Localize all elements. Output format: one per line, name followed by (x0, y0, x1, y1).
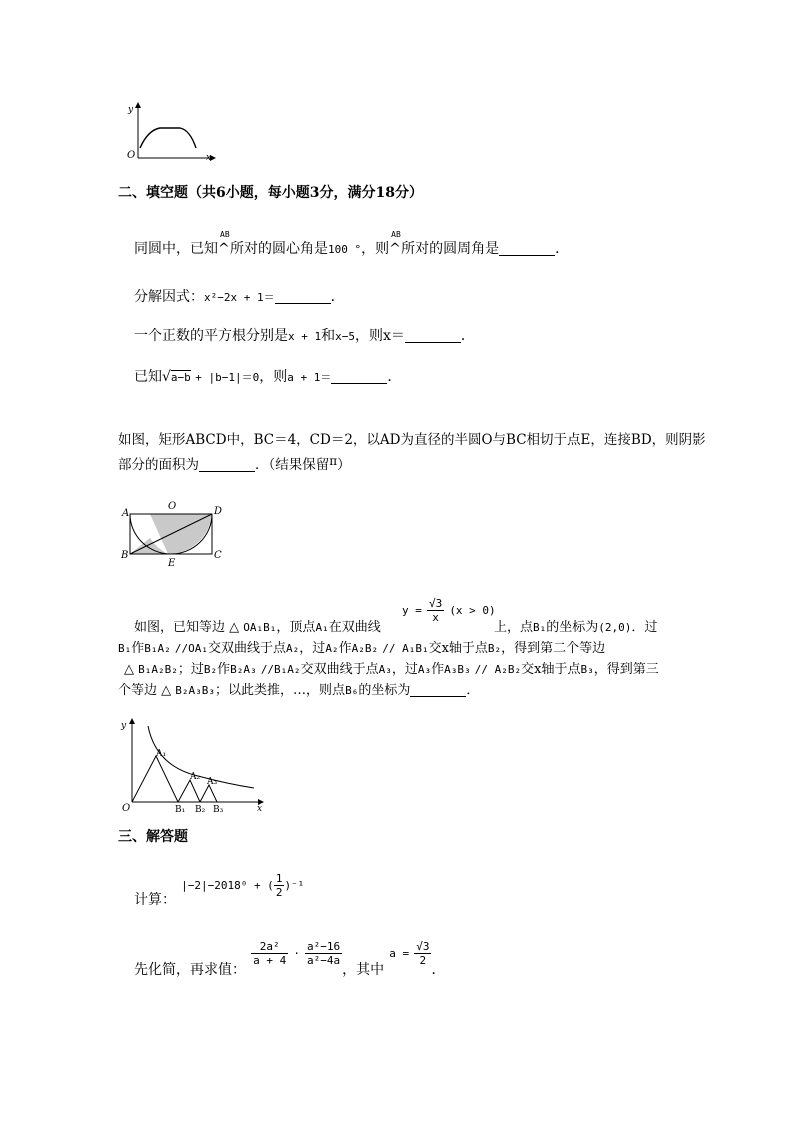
question-6-line-3: △ B₁A₂B₂；过B₂作B₂A₃ //B₁A₂交双曲线于点A₃，过A₃作A₃B₃ // A₂B₂交x轴于点B₃，得到第三 (124, 662, 659, 677)
fig2-label-c: C (214, 550, 222, 561)
fig1-y-label: y (128, 105, 134, 115)
figure-arc-graph (118, 100, 218, 164)
fig3-a3-label: A₃ (207, 777, 218, 787)
hyperbola-equation: y = $\frac{√3}{x}$ (x > 0) (402, 597, 496, 624)
question-3: 一个正数的平方根分别是x + 1和x−5，则x＝ ． (134, 328, 475, 344)
fig3-y-label: y (121, 721, 127, 731)
fig1-origin-label: O (127, 150, 136, 161)
figure-rectangle-semicircle (118, 498, 230, 570)
fig2-label-o: O (168, 501, 177, 512)
question-5-line-2: 部分的面积为 ．（结果保留π） (118, 454, 351, 473)
fig3-a2-label: A₂ (190, 772, 201, 782)
fig2-label-e: E (168, 558, 176, 569)
fig3-b3-label: B₃ (213, 805, 224, 815)
figure-hyperbola-triangles (118, 716, 268, 816)
question-2: 分解因式：x²−2x + 1＝ ． (134, 289, 345, 305)
arc-label: AB (220, 230, 230, 239)
section-heading-solve: 三、解答题 (118, 829, 188, 845)
fig3-origin-label: O (122, 803, 131, 814)
arc-mark: ^ (218, 241, 230, 257)
answer-blank (275, 289, 331, 304)
fig2-label-d: D (214, 506, 223, 517)
fraction-sqrt3-over-x: $\frac{√3}{x}$ (428, 597, 443, 624)
question-6-line-1-end: 上，点B₁的坐标为(2,0)．过 (494, 620, 658, 635)
question-8: 先化简，再求值： $\frac{\text{2a²}}{a + 4}$ · $\frac{\text{a²−16}}{\text{a²−4a}}$ ，其中 a = $\frac{√3}{2}$ ． (134, 940, 446, 978)
sqrt-sign: √ (162, 369, 171, 385)
fraction-sqrt3-over-2: $\frac{√3}{2}$ (416, 940, 430, 967)
fig3-x-label: x (257, 804, 263, 814)
question-6-line-1: 如图，已知等边 △ OA₁B₁，顶点A₁在双曲线 (134, 620, 381, 635)
section-heading-fill-in: 二、填空题（共6小题，每小题3分，满分18分） (118, 185, 423, 201)
answer-blank (405, 328, 461, 343)
fraction-a2-16-over-a2-4a: $\frac{\text{a²−16}}{\text{a²−4a}}$ (307, 940, 341, 967)
question-4: 已知√a−b + |b−1|＝0，则a + 1＝ ． (134, 369, 402, 385)
answer-blank (331, 369, 387, 384)
question-5-line-1: 如图，矩形ABCD中，BC＝4，CD＝2，以AD为直径的半圆O与BC相切于点E，连接BD，则阴影 (118, 432, 706, 448)
fig2-label-a: A (122, 508, 130, 519)
answer-blank (199, 457, 255, 472)
fig2-label-b: B (121, 550, 129, 561)
answer-blank (410, 682, 466, 697)
fig1-x-label: x (206, 153, 212, 163)
question-7: 计算： |−2|−2018⁰ + ( $\frac{1}{2}$ )⁻¹ (134, 872, 305, 908)
fig3-a1-label: A₁ (156, 749, 167, 759)
question-6-line-2: B₁作B₁A₂ //OA₁交双曲线于点A₂，过A₂作A₂B₂ // A₁B₁交x轴于点B₂，得到第二个等边 (118, 641, 606, 656)
fig3-b2-label: B₂ (195, 805, 206, 815)
question-6-line-4: 个等边 △ B₂A₃B₃；以此类推，…，则点B₆的坐标为 ． (118, 683, 480, 698)
fraction-2a2-over-a-plus-4: $\frac{\text{2a²}}{a + 4}$ (253, 940, 287, 967)
fraction-one-half: $\frac{1}{2}$ (275, 872, 283, 899)
answer-blank (499, 241, 555, 256)
fig3-b1-label: B₁ (175, 805, 186, 815)
question-1: 同圆中，已知 AB ^所对的圆心角是100 °，则 AB ^所对的圆周角是 ． (134, 240, 569, 259)
